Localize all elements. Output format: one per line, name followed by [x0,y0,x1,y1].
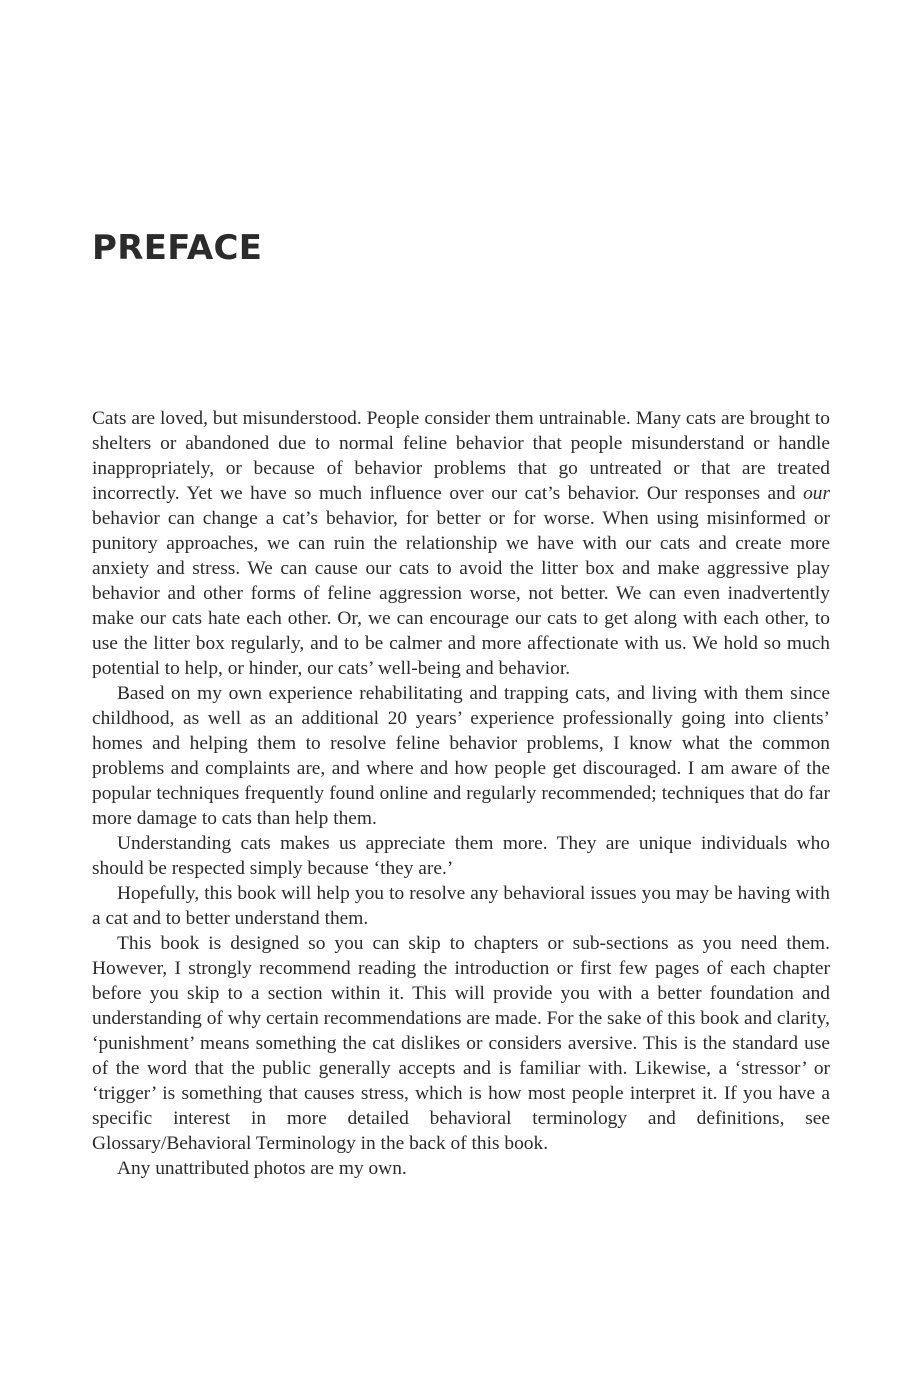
paragraph-1 [92,406,830,681]
paragraph-1-start: Cats are loved, but misunderstood. People consider them untrainable. Many cats are brought to shelters or abandoned due to normal feline behavior that people misunderstand or handle inappropriately, or because of behavior problems that go untreated or that are treated incorrectly. Yet we have so much influence over our cat’s behavior. Our responses and [92,408,830,504]
paragraph-1-emphasis: our [803,483,830,504]
paragraph-3: Understanding cats makes us appreciate them more. They are unique individuals who should be respected simply because ‘they are.’ [92,833,830,879]
paragraph-5: This book is designed so you can skip to chapters or sub-sections as you need them. However, I strongly recommend reading the introduction or first few pages of each chapter before you skip to a section within it. This will provide you with a better foundation and understanding of why certain recommendations are made. For the sake of this book and clarity, ‘punishment’ means something the cat dislikes or considers aversive. This is the standard use of the word that the public generally accepts and is familiar with. Likewise, a ‘stressor’ or ‘trigger’ is something that causes stress, which is how most people interpret it. If you have a specific interest in more detailed behavioral terminology and definitions, see Glossary/Behavioral Terminology in the back of this book. [92,933,830,1154]
paragraph-6: Any unattributed photos are my own. [117,1158,407,1179]
paragraph-2: Based on my own experience rehabilitating and trapping cats, and living with them since childhood, as well as an additional 20 years’ experience professionally going into clients’ homes and helping them to resolve feline behavior problems, I know what the common problems and complaints are, and where and how people get discouraged. I am aware of the popular techniques frequently found online and regularly recommended; techniques that do far more damage to cats than help them. [92,683,830,829]
paragraph-1-end: behavior can change a cat’s behavior, for better or for worse. When using misinformed or punitory approaches, we can ruin the relationship we have with our cats and create more anxiety and stress. We can cause our cats to avoid the litter box and make aggressive play behavior and other forms of feline aggression worse, not better. We can even inadvertently make our cats hate each other. Or, we can encourage our cats to get along with each other, to use the litter box regularly, and to be calmer and more affectionate with us. We hold so much potential to help, or hinder, our cats’ well-being and behavior. [92,508,830,679]
chapter-heading: PREFACE [92,228,263,268]
preface-body [92,406,830,1181]
paragraph-4: Hopefully, this book will help you to resolve any behavioral issues you may be having with a cat and to better understand them. [92,883,830,929]
